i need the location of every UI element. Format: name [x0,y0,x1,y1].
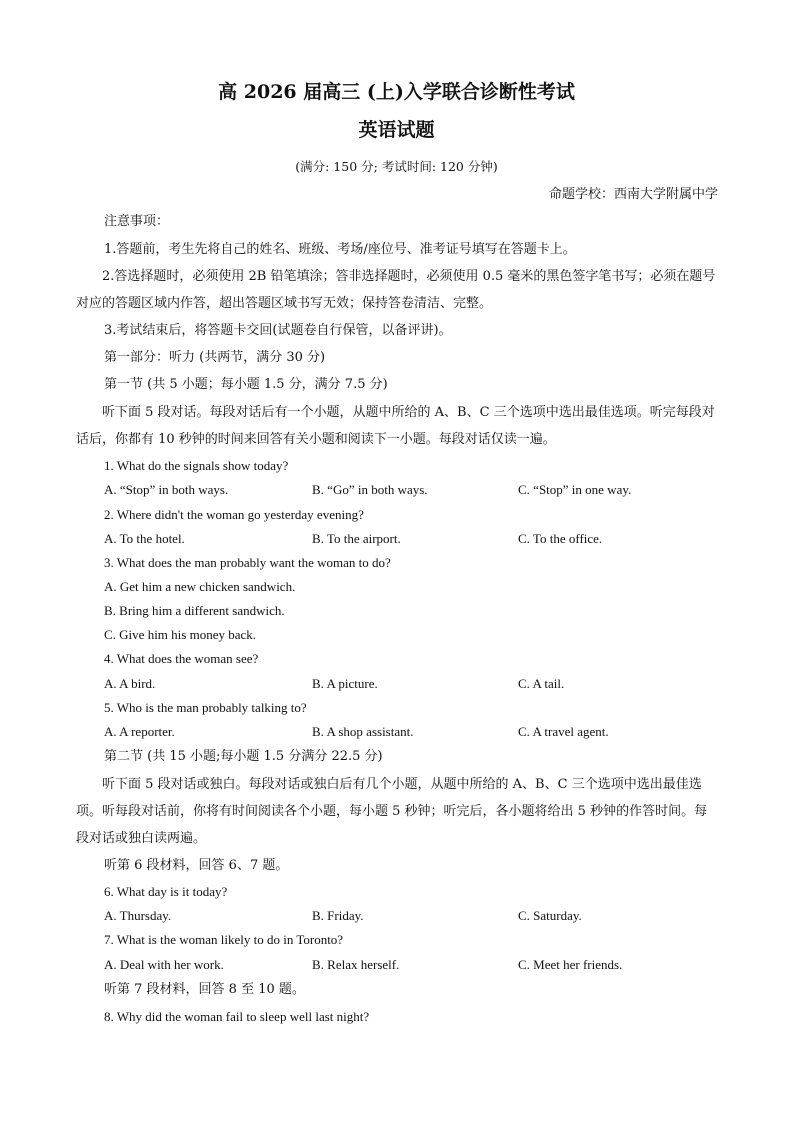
section-one-heading: 第一节 (共 5 小题；每小题 1.5 分，满分 7.5 分) [104,377,388,392]
question-4: 4. What does the woman see? [104,651,259,666]
question-3: 3. What does the man probably want the woman to do? [104,555,391,570]
question-6-option-a: A. Thursday. [104,908,172,923]
notice-heading: 注意事项： [104,214,170,229]
question-2-option-c: C. To the office. [518,531,603,546]
part-one-heading: 第一部分：听力 (共两节，满分 30 分) [104,350,326,365]
material-7-heading: 听第 7 段材料，回答 8 至 10 题。 [104,982,305,997]
question-7-option-b: B. Relax herself. [312,957,400,972]
question-5-option-a: A. A reporter. [104,724,175,739]
question-2: 2. Where didn't the woman go yesterday evening? [104,507,364,522]
material-6-heading: 听第 6 段材料，回答 6、7 题。 [104,858,289,873]
question-1-option-b: B. “Go” in both ways. [312,482,428,497]
question-1-option-a: A. “Stop” in both ways. [104,482,229,497]
question-7-option-a: A. Deal with her work. [104,957,224,972]
question-6-option-b: B. Friday. [312,908,364,923]
notice-item-2: 2.答选择题时，必须使用 2B 铅笔填涂；答非选择题时，必须使用 0.5 毫米的黑色签字笔书写；必须在题号对应的答题区域内作答，超出答题区域书写无效；保持答卷清洁、完整。 [76,269,716,311]
question-7: 7. What is the woman likely to do in Toronto? [104,932,344,947]
exam-meta: (满分: 150 分; 考试时间: 120 分钟) [295,159,498,174]
question-4-option-a: A. A bird. [104,676,156,691]
notice-item-1: 1.答题前，考生先将自己的姓名、班级、考场/座位号、准考证号填写在答题卡上。 [104,242,576,257]
question-3-option-a: A. Get him a new chicken sandwich. [104,579,296,594]
question-7-option-c: C. Meet her friends. [518,957,623,972]
question-2-option-a: A. To the hotel. [104,531,185,546]
question-2-option-b: B. To the airport. [312,531,401,546]
exam-subject: 英语试题 [358,119,435,141]
question-1: 1. What do the signals show today? [104,458,289,473]
question-4-option-c: C. A tail. [518,676,565,691]
question-1-option-c: C. “Stop” in one way. [518,482,632,497]
exam-title: 高 2026 届高三 (上)入学联合诊断性考试 [218,81,575,103]
question-6: 6. What day is it today? [104,884,228,899]
section-one-instructions: 听下面 5 段对话。每段对话后有一个小题，从题中所给的 A、B、C 三个选项中选出最佳选项。听完每段对话后，你都有 10 秒钟的时间来回答有关小题和阅读下一小题。每段对话仅读一遍。 [76,405,715,447]
question-3-option-c: C. Give him his money back. [104,627,257,642]
question-3-option-b: B. Bring him a different sandwich. [104,603,285,618]
notice-item-3: 3.考试结束后，将答题卡交回(试题卷自行保管，以备评讲)。 [104,323,452,338]
question-5-option-b: B. A shop assistant. [312,724,414,739]
question-6-option-c: C. Saturday. [518,908,582,923]
question-8: 8. Why did the woman fail to sleep well last night? [104,1009,370,1024]
section-two-heading: 第二节 (共 15 小题;每小题 1.5 分满分 22.5 分) [104,749,383,764]
question-5: 5. Who is the man probably talking to? [104,700,307,715]
question-4-option-b: B. A picture. [312,676,378,691]
section-two-instructions: 听下面 5 段对话或独白。每段对话或独白后有几个小题，从题中所给的 A、B、C 三个选项中选出最佳选项。听每段对话前，你将有时间阅读各个小题，每小题 5 秒钟；听完后，各小题将给出 5 秒钟的作答时间。每段对话或独白读两遍。 [76,777,708,846]
question-5-option-c: C. A travel agent. [518,724,609,739]
exam-school: 命题学校：西南大学附属中学 [548,187,718,202]
